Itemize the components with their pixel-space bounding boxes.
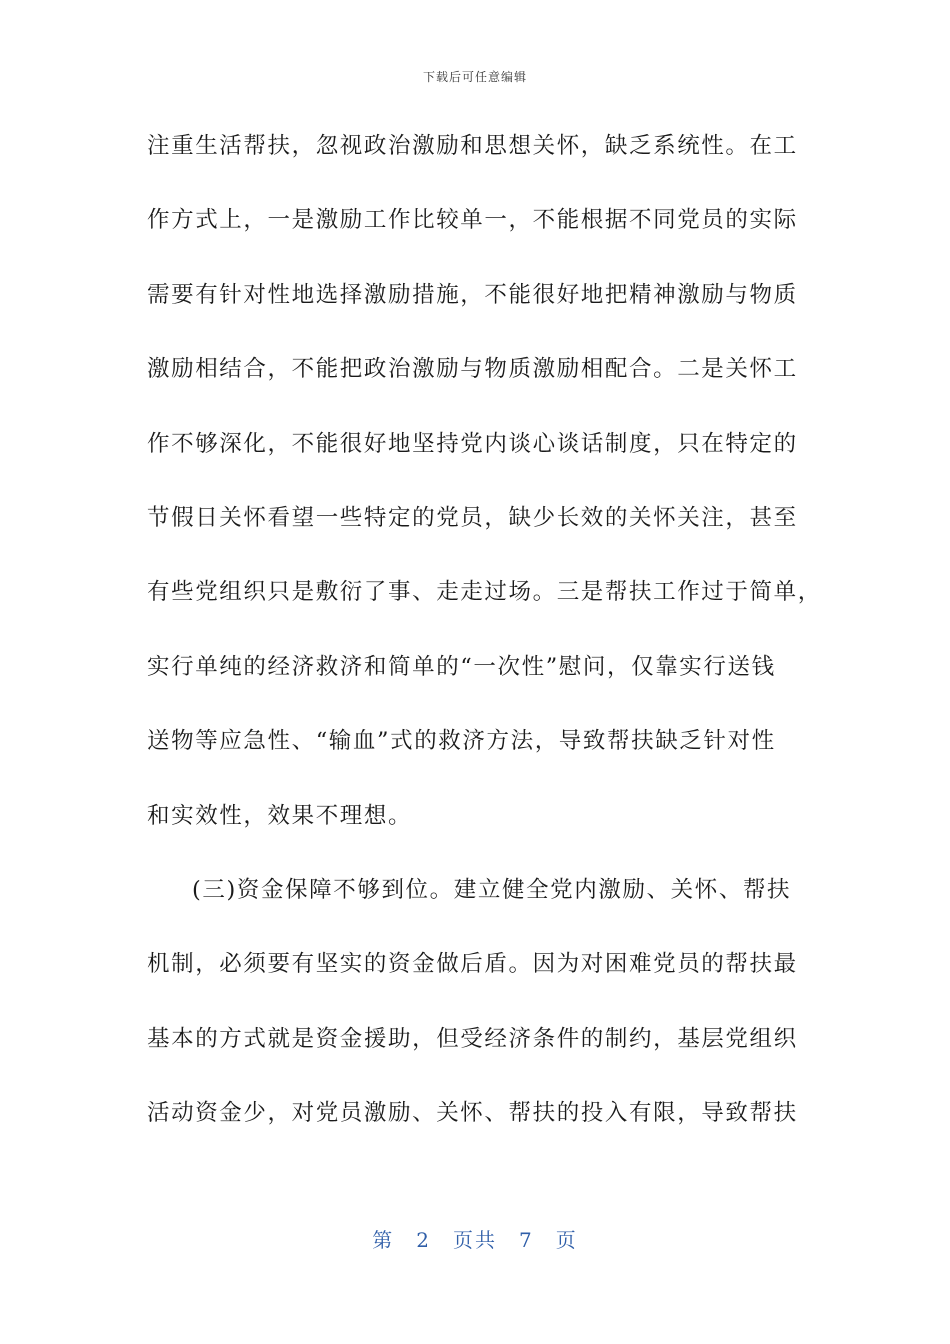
body-line-2: 作方式上，一是激励工作比较单一，不能根据不同党员的实际 — [147, 207, 798, 234]
document-body — [147, 126, 822, 1167]
body-line-9: 送物等应急性、“输血”式的救济方法，导致帮扶缺乏针对性 — [147, 728, 776, 755]
current-page-number: 2 — [416, 1228, 431, 1252]
body-line-13: 基本的方式就是资金援助，但受经济条件的制约，基层党组织 — [147, 1025, 798, 1052]
body-line-7: 有些党组织只是敷衍了事、走走过场。三是帮扶工作过于简单， — [147, 579, 822, 606]
footer-suffix: 页 — [555, 1228, 578, 1252]
body-line-4: 激励相结合，不能把政治激励与物质激励相配合。二是关怀工 — [147, 356, 798, 383]
body-line-8: 实行单纯的经济救济和简单的“一次性”慰问，仅靠实行送钱 — [147, 653, 776, 680]
body-line-3: 需要有针对性地选择激励措施，不能很好地把精神激励与物质 — [147, 281, 798, 308]
body-line-14: 活动资金少，对党员激励、关怀、帮扶的投入有限，导致帮扶 — [147, 1100, 798, 1127]
body-line-5: 作不够深化，不能很好地坚持党内谈心谈话制度，只在特定的 — [147, 430, 798, 457]
body-line-12: 机制，必须要有坚实的资金做后盾。因为对困难党员的帮扶最 — [147, 951, 798, 978]
section-heading-line: (三)资金保障不够到位。建立健全党内激励、关怀、帮扶 — [192, 876, 792, 903]
total-page-count: 7 — [519, 1228, 534, 1252]
body-line-6: 节假日关怀看望一些特定的党员，缺少长效的关怀关注，甚至 — [147, 504, 798, 531]
footer-prefix: 第 — [372, 1228, 395, 1252]
download-edit-note: 下载后可任意编辑 — [422, 70, 527, 84]
footer-middle: 页共 — [453, 1228, 497, 1252]
body-line-1: 注重生活帮扶，忽视政治激励和思想关怀，缺乏系统性。在工 — [147, 133, 798, 159]
body-line-10: 和实效性，效果不理想。 — [147, 802, 413, 829]
page-footer — [0, 1224, 950, 1253]
